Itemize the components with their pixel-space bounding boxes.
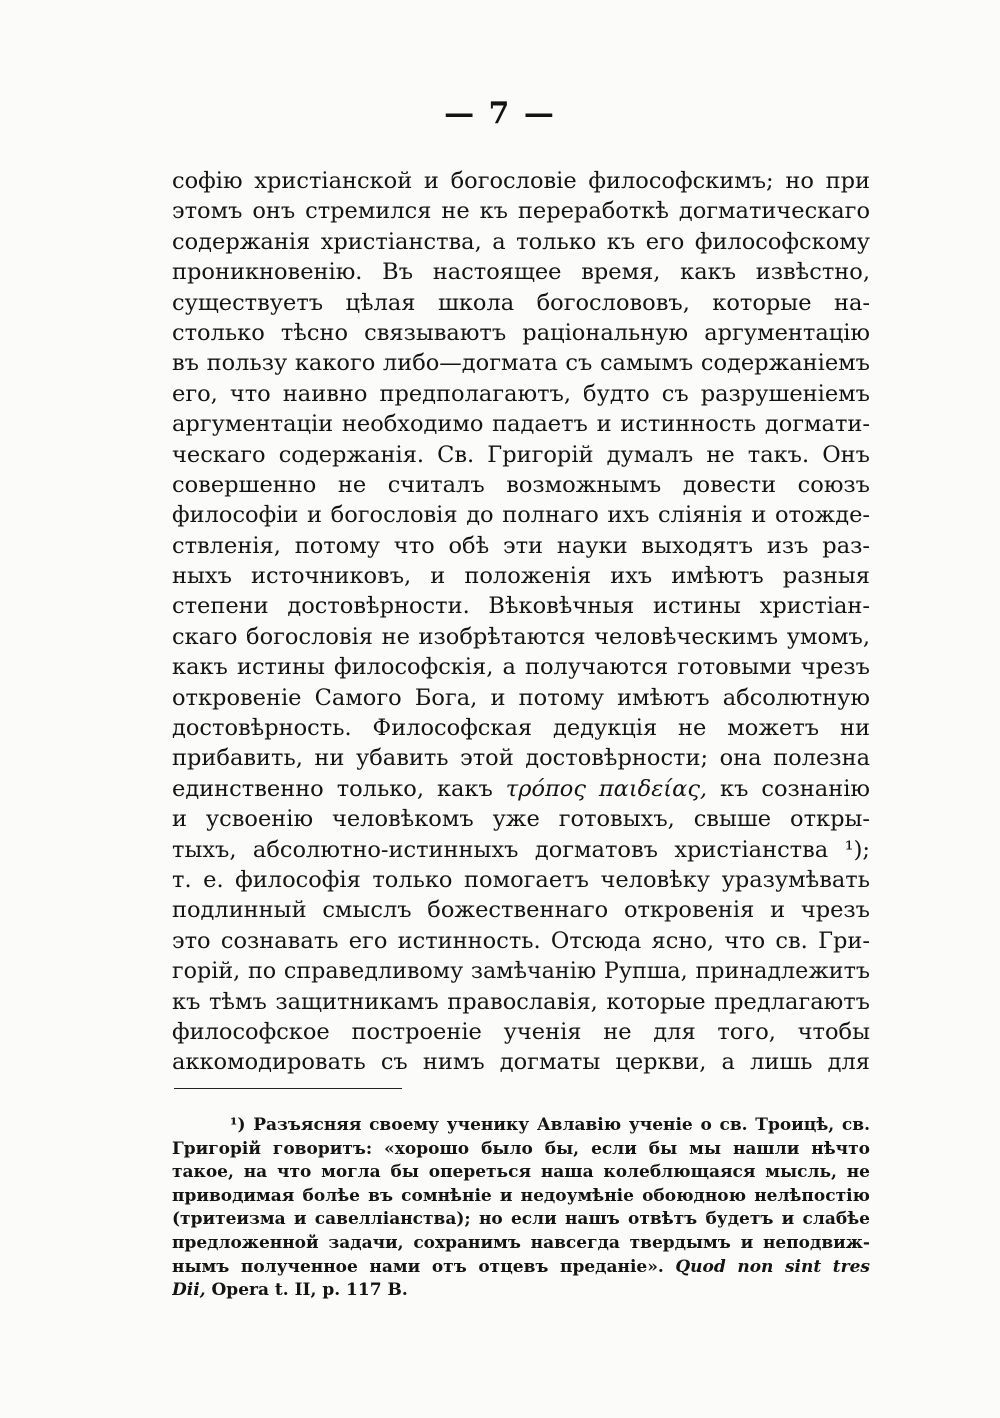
text-line: т. е. философія только помогаетъ человѣку уразумѣвать — [172, 866, 870, 893]
text-line-with-ref — [172, 835, 870, 865]
footnote-line: приводимая болѣе въ сомнѣніе и недоумѣніе обоюдною нелѣпостію — [172, 1185, 870, 1206]
footnote — [172, 1114, 870, 1303]
latin-title: Dii, — [172, 1280, 206, 1301]
footnote-line: (тритеизма и савелліанства); но если нашъ отвѣтъ будетъ и слабѣе — [172, 1209, 870, 1230]
text-line: софію христіанской и богословіе философскимъ; но при — [172, 168, 870, 194]
text-line: какъ истины философскія, а получаются готовыми чрезъ — [172, 654, 870, 681]
text-line: къ тѣмъ защитникамъ православія, которые предлагаютъ — [172, 988, 870, 1015]
text-line: и усвоенію человѣкомъ уже готовыхъ, свыше откры- — [172, 806, 870, 833]
footnote-line: Григорій говоритъ: «хорошо было бы, если бы мы нашли нѣчто — [172, 1138, 870, 1159]
text-line: достовѣрность. Философская дедукція не можетъ ни — [172, 715, 870, 742]
footnote-line — [172, 1256, 870, 1280]
text-line: аргументаціи необходимо падаетъ и истинность догмати- — [172, 411, 870, 438]
text-line: это сознавать его истинность. Отсюда ясно, что св. Гри- — [172, 927, 870, 954]
text-line: совершенно не считалъ возможнымъ довести союзъ — [172, 471, 870, 498]
text-line: ческаго содержанія. Св. Григорій думалъ не такъ. Онъ — [172, 441, 870, 468]
text-fragment: къ сознанію — [707, 775, 870, 802]
text-fragment: тыхъ, абсолютно-истинныхъ догматовъ христіанства — [172, 836, 845, 863]
text-line: аккомодировать съ нимъ догматы церкви, а лишь для — [172, 1049, 870, 1076]
text-line: скаго богословія не изобрѣтаются человѣческимъ умомъ, — [172, 623, 870, 650]
footnote-line — [172, 1114, 870, 1138]
footnote-line: такое, на что могла бы опереться наша колеблющаяся мысль, не — [172, 1162, 870, 1183]
text-line-greek — [172, 774, 870, 804]
text-line: столько тѣсно связываютъ раціональную аргументацію — [172, 319, 870, 346]
text-line: философіи и богословія до полнаго ихъ сліянія и отожде- — [172, 502, 870, 529]
footnote-line: предложенной задачи, сохранимъ навсегда твердымъ и неподвиж- — [172, 1232, 870, 1253]
text-line: проникновенію. Въ настоящее время, какъ извѣстно, — [172, 259, 870, 286]
text-line: его, что наивно предполагаютъ, будто съ разрушеніемъ — [172, 380, 870, 407]
greek-phrase: τρόπος παιδείας, — [505, 775, 708, 802]
text-line: въ пользу какого либо—догмата съ самымъ содержаніемъ — [172, 350, 870, 377]
text-line: существуетъ цѣлая школа богослововъ, которые на- — [172, 289, 870, 316]
footnote-divider — [174, 1088, 402, 1089]
text-line: подлинный смыслъ божественнаго откровенія и чрезъ — [172, 897, 870, 924]
text-line: философское построеніе ученія не для того, чтобы — [172, 1018, 870, 1045]
text-line: этомъ онъ стремился не къ переработкѣ догматическаго — [172, 198, 870, 225]
text-line: прибавить, ни убавить этой достовѣрности; она полезна — [172, 745, 870, 772]
main-text — [172, 166, 870, 1078]
footnote-line — [172, 1279, 870, 1303]
footnote-text: Разъясняя своему ученику Авлавію ученіе о св. Троицѣ, св. — [253, 1115, 870, 1135]
footnote-reference: ¹); — [844, 836, 870, 863]
latin-title: Quod non sint tres — [675, 1256, 870, 1277]
text-line: горій, по справедливому замѣчанію Рупша, принадлежитъ — [172, 958, 870, 985]
text-fragment: единственно только, какъ — [172, 775, 506, 802]
text-line: ныхъ источниковъ, и положенія ихъ имѣютъ разныя — [172, 563, 870, 590]
footnote-text: нымъ полученное нами отъ отцевъ преданіе». — [172, 1256, 664, 1277]
text-line: ствленія, потому что обѣ эти науки выходятъ изъ раз- — [172, 532, 870, 559]
text-line: содержанія христіанства, а только къ его философскому — [172, 228, 870, 255]
footnote-marker: ¹) — [230, 1115, 246, 1135]
page-number: — 7 — — [444, 96, 556, 131]
text-line: откровеніе Самого Бога, и потому имѣютъ абсолютную — [172, 684, 870, 711]
text-line: степени достовѣрности. Вѣковѣчныя истины христіан- — [172, 593, 870, 620]
footnote-citation: Opera t. II, p. 117 B. — [205, 1280, 408, 1301]
